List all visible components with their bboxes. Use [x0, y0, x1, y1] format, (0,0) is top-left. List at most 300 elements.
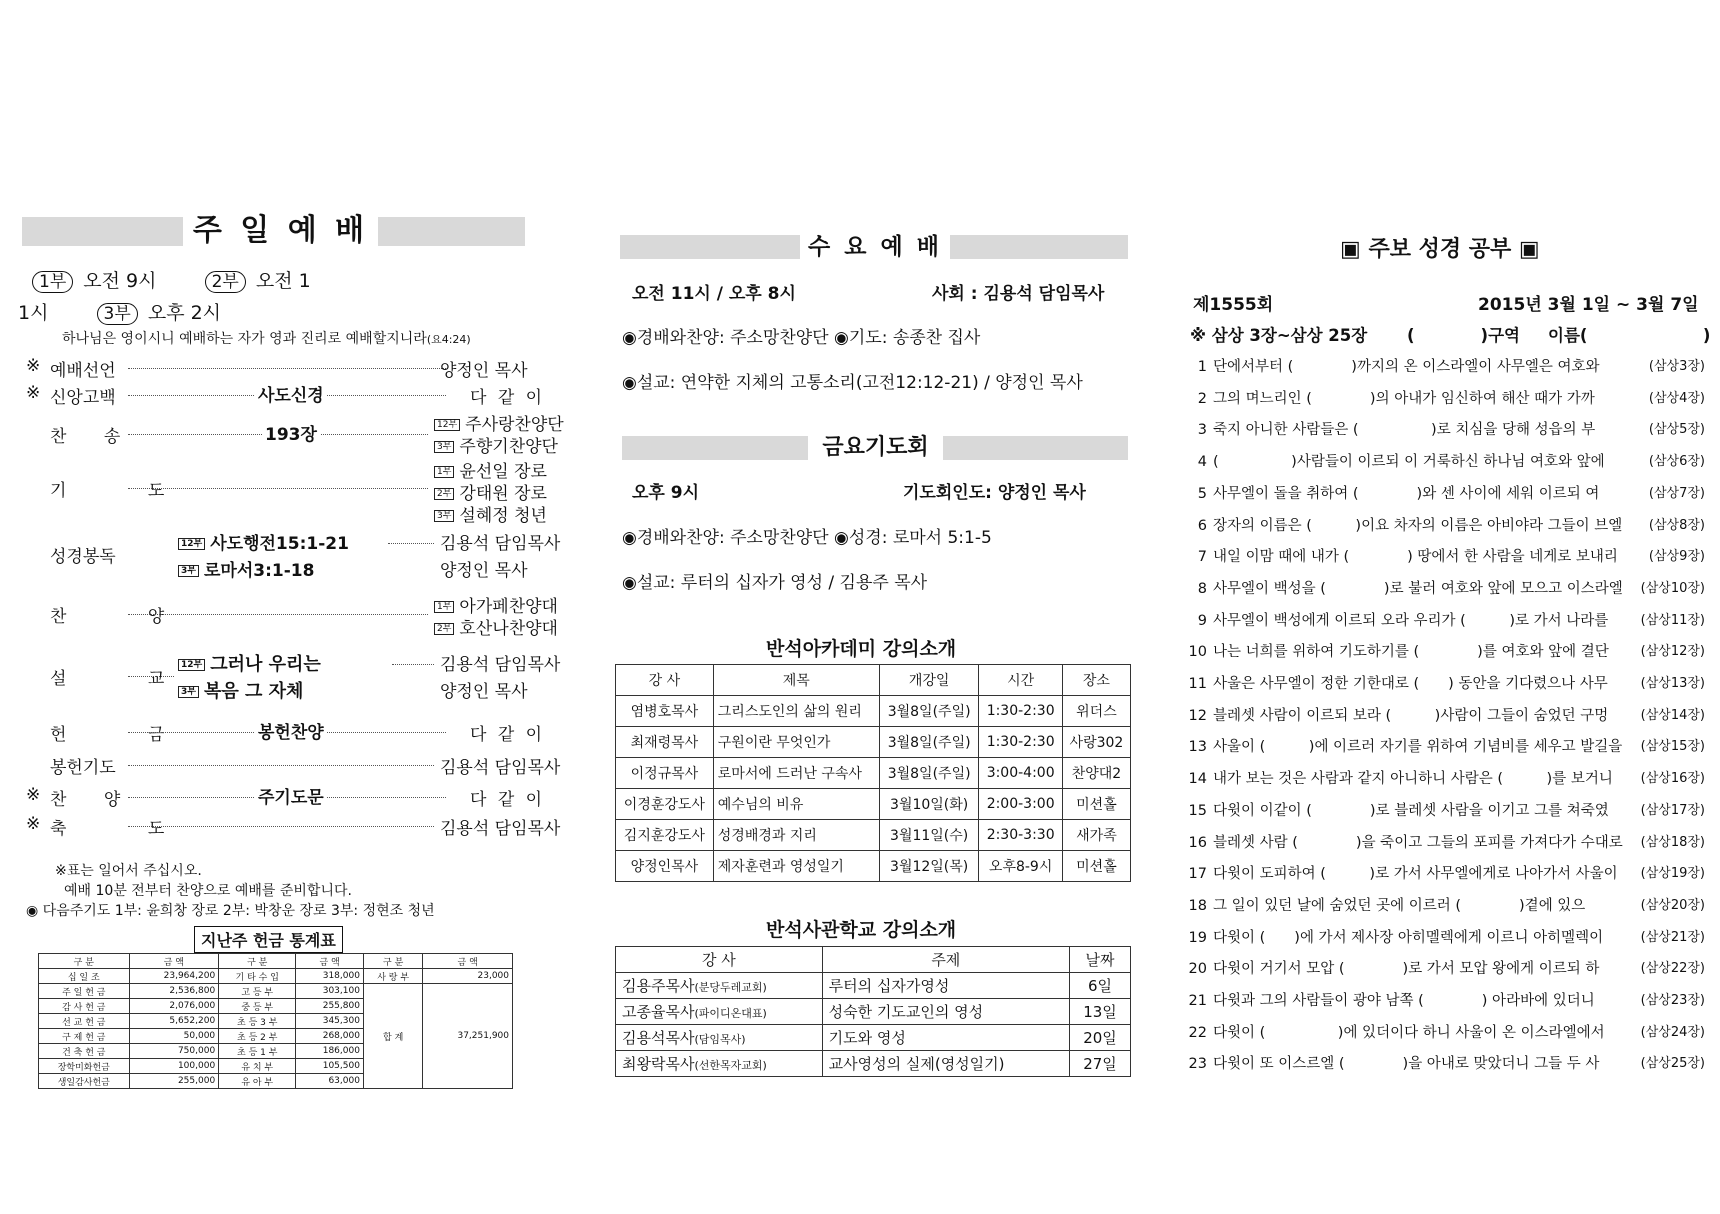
question-number: 23 [1188, 1056, 1207, 1073]
choir-name: 주향기찬양단 [459, 437, 558, 457]
table-cell: 303,100 [296, 984, 364, 999]
table-cell: 찬양대2 [1062, 758, 1130, 789]
table-cell: 생일감사헌금 [39, 1074, 130, 1089]
table-row [616, 851, 1131, 882]
quiz-question [1185, 355, 1705, 376]
question-text: 다윗이 ( )에 있더이다 하니 사울이 온 이스라엘에서 [1213, 1024, 1605, 1041]
quiz-question [1185, 450, 1705, 471]
table-cell: 고 등 부 [219, 984, 296, 999]
quiz-question [1185, 989, 1705, 1010]
table-cell: 50,000 [129, 1029, 219, 1044]
quiz-question [1185, 577, 1705, 598]
order-item-scripture-1 [178, 529, 349, 554]
question-text: 다윗이 ( )에 가서 제사장 아히멜렉에게 이르니 아히멜렉이 [1213, 929, 1604, 946]
order-leader-scripture-1: 김용석 담임목사 [440, 534, 561, 554]
table-cell: 최재령목사 [616, 727, 714, 758]
quiz-question [1185, 514, 1705, 535]
order-label-praise: 찬 양 [50, 607, 203, 627]
order-item-creed: 사도신경 [255, 381, 327, 406]
district-field[interactable]: ( )구역 [1407, 326, 1520, 345]
table-cell: 3월11일(수) [879, 820, 979, 851]
part-tag: 2부 [434, 488, 454, 500]
note-stand: ※표는 일어서 주십시오. [55, 863, 202, 879]
table-cell: 27일 [1069, 1051, 1130, 1077]
note-next-prayer: ◉ 다음주기도 1부: 윤희창 장로 2부: 박창운 장로 3부: 정현조 청년 [26, 903, 435, 919]
question-text: ( )사람들이 이르되 이 거룩하신 하나님 여호와 앞에 [1213, 454, 1605, 471]
order-leader-creed: 다 같 이 [470, 388, 546, 408]
question-number: 7 [1197, 549, 1207, 566]
table-cell: 3월8일(주일) [879, 758, 979, 789]
table-row [616, 758, 1131, 789]
sunday-title: 주 일 예 배 [183, 210, 378, 252]
question-reference: (삼상4장) [1648, 390, 1705, 406]
quiz-question [1185, 799, 1705, 820]
column-header: 금 액 [423, 954, 513, 969]
note-prepare: 예배 10분 전부터 찬양으로 예배를 준비합니다. [64, 883, 352, 899]
order-label-closing-hymn: 찬 양 [50, 790, 137, 810]
table-cell: 6일 [1069, 973, 1130, 999]
table-cell: 3:00-4:00 [979, 758, 1062, 789]
question-number: 4 [1197, 454, 1207, 471]
school-title: 반석사관학교 강의소개 [766, 919, 957, 941]
table-cell: 제자훈련과 영성일기 [713, 851, 879, 882]
choir-name: 주사랑찬양단 [465, 415, 564, 435]
order-label-sermon: 설 교 [50, 669, 203, 689]
part-tag: 3부 [178, 565, 199, 577]
order-leader-scripture-2: 양정인 목사 [440, 561, 528, 581]
offering-table [38, 953, 513, 1089]
table-cell: 20일 [1069, 1025, 1130, 1051]
table-row [616, 820, 1131, 851]
school-table [615, 946, 1131, 1077]
table-cell: 주 일 헌 금 [39, 984, 130, 999]
verse-text: 하나님은 영이시니 예배하는 자가 영과 진리로 예배할지니라 [62, 331, 427, 347]
wednesday-title: 수 요 예 배 [800, 230, 950, 264]
wednesday-line2: ◉설교: 연약한 지체의 고통소리(고전12:12-21) / 양정인 목사 [622, 373, 1083, 393]
question-number: 18 [1188, 897, 1207, 914]
time-1st: 오전 9시 [83, 270, 157, 292]
question-number: 8 [1197, 580, 1207, 597]
table-cell: 3월10일(화) [879, 789, 979, 820]
table-cell: 십 일 조 [39, 969, 130, 984]
part-tag: 3부 [434, 441, 454, 453]
question-reference: (삼상14장) [1640, 707, 1705, 723]
question-reference: (삼상18장) [1640, 834, 1705, 850]
question-text: 단에서부터 ( )까지의 온 이스라엘이 사무엘은 여호와 [1213, 359, 1600, 375]
table-header-row [616, 947, 1131, 973]
table-cell: 구원이란 무엇인가 [713, 727, 879, 758]
question-reference: (삼상21장) [1640, 929, 1705, 945]
table-cell: 37,251,900 [423, 984, 513, 1089]
choir-name: 호산나찬양대 [459, 619, 558, 639]
leader-dots [128, 765, 434, 766]
order-leader-sermon-1: 김용석 담임목사 [440, 655, 561, 675]
time-3rd: 오후 2시 [147, 302, 222, 324]
question-reference: (삼상9장) [1648, 549, 1705, 565]
quiz-question [1185, 767, 1705, 788]
table-cell: 구 제 헌 금 [39, 1029, 130, 1044]
table-cell: 105,500 [296, 1059, 364, 1074]
order-label-offering: 헌 금 [50, 725, 203, 745]
part-tag: 3부 [434, 510, 454, 522]
wednesday-host: 사회 : 김용석 담임목사 [932, 284, 1105, 304]
quiz-question [1185, 894, 1705, 915]
part-tag: 12부 [178, 659, 205, 671]
table-cell: 100,000 [129, 1059, 219, 1074]
table-cell: 13일 [1069, 999, 1130, 1025]
table-cell: 그리스도인의 삶의 원리 [713, 696, 879, 727]
table-cell: 교사영성의 실제(영성일기) [822, 1051, 1069, 1077]
order-label-prayer: 기 도 [50, 481, 203, 501]
order-mark: ※ [26, 356, 41, 376]
question-number: 22 [1188, 1024, 1207, 1041]
question-text: 그 일이 있던 날에 숨었던 곳에 이르러 ( )곁에 있으 [1213, 897, 1586, 914]
time-2nd: 오전 1 [255, 270, 311, 292]
question-reference: (삼상20장) [1640, 897, 1705, 913]
column-header: 구 분 [363, 954, 422, 969]
sermon-title: 복음 그 자체 [203, 681, 304, 702]
order-leader-opening: 양정인 목사 [440, 361, 528, 381]
quiz-question [1185, 735, 1705, 756]
friday-title: 금요기도회 [808, 431, 943, 465]
table-cell: 255,000 [129, 1074, 219, 1089]
badge-2nd: 2부 [205, 271, 246, 293]
question-number: 17 [1188, 866, 1207, 883]
quiz-question [1185, 926, 1705, 947]
table-cell: 초 등 2 부 [219, 1029, 296, 1044]
order-item-sermon-2 [178, 677, 303, 703]
table-cell: 고종율목사(파이디온대표) [616, 999, 823, 1025]
question-text: 다윗이 이같이 ( )로 블레셋 사람을 이기고 그를 쳐죽였 [1213, 802, 1609, 819]
order-leader-closing-hymn: 다 같 이 [470, 790, 546, 810]
order-label-scripture: 성경봉독 [50, 547, 116, 567]
table-cell: 성숙한 기도교인의 영성 [822, 999, 1069, 1025]
prayer-leader: 강태원 장로 [459, 484, 547, 504]
question-text: 사울이 ( )에 이르러 자기를 위하여 기념비를 세우고 발길을 [1213, 739, 1623, 756]
part-tag: 12부 [178, 538, 205, 550]
order-leader-sermon-2: 양정인 목사 [440, 682, 528, 702]
friday-time: 오후 9시 [632, 483, 700, 503]
table-cell: 예수님의 비유 [713, 789, 879, 820]
column-header: 금 액 [129, 954, 219, 969]
question-text: 내일 이맘 때에 내가 ( ) 땅에서 한 사람을 네게로 보내리 [1213, 549, 1618, 566]
question-text: 다윗이 거기서 모압 ( )로 가서 모압 왕에게 이르되 하 [1213, 961, 1600, 978]
question-number: 9 [1197, 612, 1207, 629]
table-cell: 김용석목사(담임목사) [616, 1025, 823, 1051]
table-row [616, 789, 1131, 820]
leader-dots [128, 368, 446, 369]
question-text: 다윗이 도피하여 ( )로 가서 사무엘에게로 나아가서 사울이 [1213, 866, 1618, 883]
leader-dots [392, 664, 434, 665]
table-cell: 268,000 [296, 1029, 364, 1044]
table-cell: 23,000 [423, 969, 513, 984]
column-header: 강 사 [616, 947, 823, 973]
order-leader-prayer-3 [434, 501, 547, 526]
wednesday-time: 오전 11시 / 오후 8시 [632, 284, 796, 304]
table-cell: 유 치 부 [219, 1059, 296, 1074]
column-header: 제목 [713, 665, 879, 696]
scripture-passage: 로마서3:1-18 [203, 561, 315, 581]
table-cell: 합 계 [363, 984, 422, 1089]
table-cell: 건 축 헌 금 [39, 1044, 130, 1059]
table-cell: 오후8-9시 [979, 851, 1062, 882]
table-cell: 최왕락목사(선한목자교회) [616, 1051, 823, 1077]
question-reference: (삼상23장) [1640, 993, 1705, 1008]
friday-line2: ◉설교: 루터의 십자가 영성 / 김용주 목사 [622, 573, 928, 593]
table-row [616, 1025, 1131, 1051]
question-reference: (삼상7장) [1648, 485, 1705, 501]
wednesday-line1: ◉경배와찬양: 주소망찬양단 ◉기도: 송종찬 집사 [622, 328, 981, 348]
order-leader-offering-prayer: 김용석 담임목사 [440, 758, 561, 778]
question-text: 그의 며느리인 ( )의 아내가 임신하여 해산 때가 가까 [1213, 390, 1595, 407]
question-reference: (삼상6장) [1648, 454, 1705, 470]
question-reference: (삼상15장) [1640, 739, 1705, 755]
table-row [616, 999, 1131, 1025]
question-number: 14 [1188, 771, 1207, 788]
table-cell: 318,000 [296, 969, 364, 984]
bible-study-title: ▣ 주보 성경 공부 ▣ [1340, 237, 1540, 262]
friday-line1: ◉경배와찬양: 주소망찬양단 ◉성경: 로마서 5:1-5 [622, 528, 992, 548]
quiz-question [1185, 609, 1705, 630]
table-cell: 5,652,200 [129, 1014, 219, 1029]
sunday-verse [62, 328, 471, 348]
question-text: 나는 너희를 위하여 기도하기를 ( )를 여호와 앞에 결단 [1213, 644, 1609, 661]
table-cell: 3월8일(주일) [879, 696, 979, 727]
quiz-question [1185, 482, 1705, 503]
order-leader-praise-2 [434, 614, 558, 639]
prayer-leader: 윤선일 장로 [459, 462, 547, 482]
question-reference: (삼상12장) [1640, 644, 1705, 660]
table-cell: 2:00-3:00 [979, 789, 1062, 820]
question-reference: (삼상8장) [1648, 517, 1705, 533]
table-cell: 새가족 [1062, 820, 1130, 851]
column-header: 강 사 [616, 665, 714, 696]
table-cell: 186,000 [296, 1044, 364, 1059]
question-number: 21 [1188, 993, 1207, 1009]
order-label-hymn: 찬 송 [50, 427, 137, 447]
offering-table-title: 지난주 헌금 통계표 [194, 926, 343, 953]
table-cell: 사랑302 [1062, 727, 1130, 758]
question-text: 블레셋 사람이 이르되 보라 ( )사람이 그들이 숨었던 구멍 [1213, 707, 1609, 724]
quiz-question [1185, 704, 1705, 725]
order-item-hymn: 193장 [262, 420, 320, 445]
order-leader-benediction: 김용석 담임목사 [440, 819, 561, 839]
order-item-offering: 봉헌찬양 [255, 718, 327, 743]
table-cell: 김용주목사(분당두레교회) [616, 973, 823, 999]
part-tag: 12부 [434, 419, 460, 431]
academy-title: 반석아카데미 강의소개 [766, 638, 957, 660]
table-cell: 이정규목사 [616, 758, 714, 789]
quiz-question [1185, 1021, 1705, 1042]
question-number: 20 [1188, 961, 1207, 978]
table-cell: 2,536,800 [129, 984, 219, 999]
table-cell: 345,300 [296, 1014, 364, 1029]
question-number: 11 [1188, 676, 1207, 692]
column-header: 구 분 [39, 954, 130, 969]
question-reference: (삼상19장) [1640, 866, 1705, 882]
table-row [616, 696, 1131, 727]
part-tag: 3부 [178, 686, 199, 698]
question-reference: (삼상3장) [1648, 359, 1705, 374]
academy-table [615, 664, 1131, 882]
quiz-question [1185, 545, 1705, 566]
table-cell: 성경배경과 지리 [713, 820, 879, 851]
table-cell: 3월12일(목) [879, 851, 979, 882]
part-tag: 1부 [434, 601, 454, 613]
table-header-row [616, 665, 1131, 696]
question-text: 내가 보는 것은 사람과 같지 아니하니 사람은 ( )를 보거니 [1213, 771, 1613, 788]
table-row [616, 727, 1131, 758]
question-reference: (삼상17장) [1640, 802, 1705, 818]
service-times-line2 [18, 298, 221, 325]
question-reference: (삼상24장) [1640, 1024, 1705, 1040]
sermon-title: 그러나 우리는 [210, 654, 321, 675]
column-header: 구 분 [219, 954, 296, 969]
question-number: 3 [1197, 422, 1207, 439]
table-row [616, 1051, 1131, 1077]
question-number: 16 [1188, 834, 1207, 851]
question-text: 다윗이 또 이스르엘 ( )을 아내로 맞았더니 그들 두 사 [1213, 1056, 1600, 1073]
prayer-leader: 설혜정 청년 [459, 506, 547, 526]
table-cell: 기도와 영성 [822, 1025, 1069, 1051]
table-cell: 23,964,200 [129, 969, 219, 984]
table-cell: 2,076,000 [129, 999, 219, 1014]
quiz-question [1185, 640, 1705, 661]
table-cell: 기 타 수 입 [219, 969, 296, 984]
question-reference: (삼상13장) [1640, 676, 1705, 691]
table-cell: 63,000 [296, 1074, 364, 1089]
question-text: 블레셋 사람 ( )을 죽이고 그들의 포피를 가져다가 수대로 [1213, 834, 1623, 851]
order-label-creed: 신앙고백 [50, 388, 116, 408]
badge-1st: 1부 [32, 271, 73, 293]
question-number: 15 [1188, 802, 1207, 819]
question-text: 사울은 사무엘이 정한 기한대로 ( ) 동안을 기다렸으나 사무 [1213, 676, 1608, 692]
order-mark: ※ [26, 785, 41, 805]
table-cell: 초 등 3 부 [219, 1014, 296, 1029]
table-cell: 유 아 부 [219, 1074, 296, 1089]
table-cell: 2:30-3:30 [979, 820, 1062, 851]
table-cell: 염병호목사 [616, 696, 714, 727]
question-text: 사무엘이 백성에게 이르되 오라 우리가 ( )로 가서 나라를 [1213, 612, 1609, 629]
quiz-question [1185, 418, 1705, 439]
column-header: 시간 [979, 665, 1062, 696]
column-header: 주제 [822, 947, 1069, 973]
part-tag: 1부 [434, 466, 454, 478]
badge-3rd: 3부 [97, 303, 138, 325]
question-reference: (삼상10장) [1640, 580, 1705, 596]
question-reference: (삼상16장) [1640, 771, 1705, 787]
question-text: 사무엘이 백성을 ( )로 불러 여호와 앞에 모으고 이스라엘 [1213, 580, 1623, 597]
leader-dots [128, 826, 434, 827]
table-cell: 양정인목사 [616, 851, 714, 882]
choir-name: 아가페찬양대 [459, 597, 558, 617]
table-cell: 루터의 십자가영성 [822, 973, 1069, 999]
order-leader-hymn-2 [434, 432, 558, 457]
quiz-question [1185, 862, 1705, 883]
table-cell: 사 랑 부 [363, 969, 422, 984]
table-cell: 이경훈강도사 [616, 789, 714, 820]
table-cell: 선 교 헌 금 [39, 1014, 130, 1029]
service-times-line1 [32, 266, 311, 293]
part-tag: 2부 [434, 623, 454, 635]
table-row [616, 973, 1131, 999]
table-cell: 1:30-2:30 [979, 727, 1062, 758]
question-number: 2 [1197, 390, 1207, 407]
table-row [39, 969, 513, 984]
leader-dots [128, 488, 428, 489]
question-reference: (삼상25장) [1640, 1056, 1705, 1072]
table-header-row [39, 954, 513, 969]
leader-dots [128, 676, 174, 677]
column-header: 날짜 [1069, 947, 1130, 973]
column-header: 장소 [1062, 665, 1130, 696]
table-cell: 1:30-2:30 [979, 696, 1062, 727]
question-number: 10 [1188, 644, 1207, 661]
question-text: 다윗과 그의 사람들이 광야 남쪽 ( ) 아라바에 있더니 [1213, 993, 1595, 1009]
time-2nd-cont: 1시 [18, 302, 49, 324]
question-text: 죽지 아니한 사람들은 ( )로 치심을 당해 성읍의 부 [1213, 422, 1596, 439]
question-reference: (삼상5장) [1648, 422, 1705, 438]
bible-study-range: ※ 삼상 3장~삼상 25장 [1190, 326, 1368, 345]
order-label-opening: 예배선언 [50, 361, 116, 381]
question-number: 19 [1188, 929, 1207, 946]
table-cell: 미션홀 [1062, 851, 1130, 882]
question-number: 13 [1188, 739, 1207, 756]
table-row [39, 984, 513, 999]
question-number: 6 [1197, 517, 1207, 534]
leader-dots [128, 614, 428, 615]
table-cell: 장학미화헌금 [39, 1059, 130, 1074]
order-mark: ※ [26, 383, 41, 403]
quiz-question [1185, 672, 1705, 693]
table-cell: 3월8일(주일) [879, 727, 979, 758]
table-cell: 김지훈강도사 [616, 820, 714, 851]
question-number: 12 [1188, 707, 1207, 724]
question-text: 장자의 이름은 ( )이요 차자의 이름은 아비야라 그들이 브엘 [1213, 517, 1623, 534]
quiz-question [1185, 1052, 1705, 1073]
table-cell: 750,000 [129, 1044, 219, 1059]
bible-study-date: 2015년 3월 1일 ~ 3월 7일 [1478, 295, 1699, 315]
order-item-closing-hymn: 주기도문 [255, 783, 327, 808]
order-mark: ※ [26, 814, 41, 834]
bible-study-issue: 제1555회 [1193, 295, 1274, 315]
name-field[interactable]: 이름( ) [1548, 326, 1711, 345]
order-leader-offering: 다 같 이 [470, 725, 546, 745]
scripture-passage: 사도행전15:1-21 [210, 534, 349, 554]
quiz-question [1185, 387, 1705, 408]
question-reference: (삼상22장) [1640, 961, 1705, 977]
quiz-question [1185, 957, 1705, 978]
question-reference: (삼상11장) [1640, 612, 1705, 628]
quiz-question [1185, 831, 1705, 852]
table-cell: 위더스 [1062, 696, 1130, 727]
table-cell: 로마서에 드러난 구속사 [713, 758, 879, 789]
leader-dots [388, 543, 434, 544]
question-text: 사무엘이 돌을 취하여 ( )와 센 사이에 세워 이르되 여 [1213, 485, 1600, 502]
order-item-sermon-1 [178, 650, 321, 676]
order-item-scripture-2 [178, 556, 314, 581]
table-cell: 초 등 1 부 [219, 1044, 296, 1059]
order-label-offering-prayer: 봉헌기도 [50, 758, 116, 778]
column-header: 개강일 [879, 665, 979, 696]
question-number: 5 [1197, 485, 1207, 502]
verse-ref: (요4:24) [426, 333, 471, 346]
question-number: 1 [1197, 359, 1207, 375]
order-label-benediction: 축 도 [50, 819, 203, 839]
table-cell: 미션홀 [1062, 789, 1130, 820]
column-header: 금 액 [296, 954, 364, 969]
table-cell: 감 사 헌 금 [39, 999, 130, 1014]
